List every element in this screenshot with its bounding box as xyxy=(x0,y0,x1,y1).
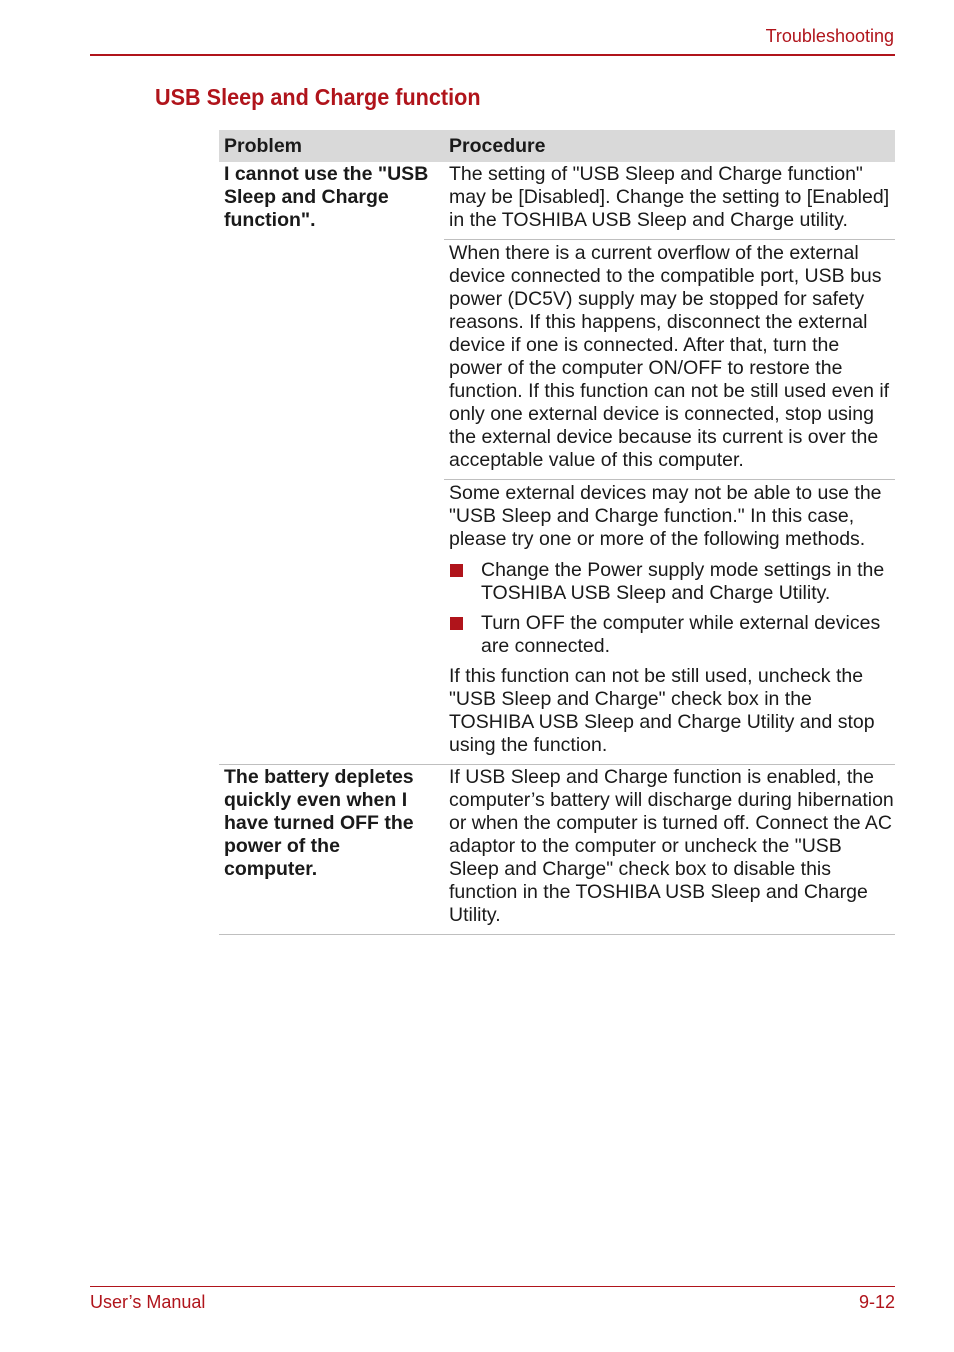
list-item-text: Change the Power supply mode settings in the TOSHIBA USB Sleep and Charge Utility. xyxy=(481,559,885,604)
procedure-text: If USB Sleep and Charge function is enabled, the computer’s battery will discharge during hibernation or when the computer is turned off. Connect the AC adaptor to the computer or uncheck the "USB Sleep and Charge" check box to disable this function in the TOSHIBA USB Sleep and Charge Utility. xyxy=(449,766,894,926)
running-header: Troubleshooting xyxy=(765,26,894,46)
column-header-procedure: Procedure xyxy=(449,134,546,157)
square-bullet-icon xyxy=(450,564,463,577)
column-header-problem: Problem xyxy=(224,134,303,157)
troubleshooting-table xyxy=(219,130,895,935)
footer-manual-title: User’s Manual xyxy=(90,1292,206,1312)
list-item xyxy=(449,612,895,658)
procedure-text: When there is a current overflow of the external device connected to the compatible port, USB bus power (DC5V) supply may be stopped for safety reasons. If this happens, disconnect the external device if one is connected. After that, turn the power of the computer ON/OFF to restore the function. If this function can not be still used even if only one external device is connected, stop using the external device because its current is over the acceptable value of this computer. xyxy=(449,242,890,471)
procedure-column xyxy=(444,765,895,934)
problem-cell: I cannot use the "USB Sleep and Charge function". xyxy=(224,163,429,231)
procedure-text: Some external devices may not be able to use the "USB Sleep and Charge function." In this case, please try one or more of the following methods. xyxy=(449,482,882,550)
table-row xyxy=(219,162,895,765)
header-divider xyxy=(90,54,895,56)
list-item-text: Turn OFF the computer while external devices are connected. xyxy=(481,612,881,657)
problem-cell: The battery depletes quickly even when I have turned OFF the power of the computer. xyxy=(224,766,414,880)
section-title: USB Sleep and Charge function xyxy=(155,84,481,110)
table-header-row xyxy=(219,130,895,162)
procedure-text: The setting of "USB Sleep and Charge function" may be [Disabled]. Change the setting to [Enabled] in the TOSHIBA USB Sleep and Charge utility. xyxy=(449,163,890,231)
procedure-column xyxy=(444,162,895,764)
procedure-cell xyxy=(444,162,895,239)
procedure-cell xyxy=(444,479,895,764)
procedure-cell xyxy=(444,239,895,479)
method-list xyxy=(449,559,895,658)
procedure-text: If this function can not be still used, uncheck the "USB Sleep and Charge" check box in the TOSHIBA USB Sleep and Charge Utility and stop using the function. xyxy=(449,665,875,756)
square-bullet-icon xyxy=(450,617,463,630)
list-item xyxy=(449,559,895,605)
page-number: 9-12 xyxy=(858,1292,895,1312)
footer-divider xyxy=(90,1286,895,1287)
table-row xyxy=(219,765,895,935)
procedure-cell xyxy=(444,765,895,934)
